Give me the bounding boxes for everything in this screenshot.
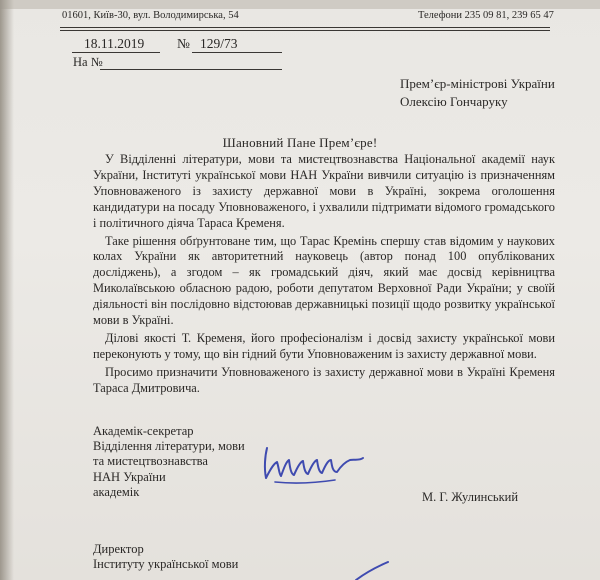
letter-body xyxy=(93,152,555,399)
paragraph: Просимо призначити Уповноваженого із захисту державної мови в Україні Кременя Тараса Дмитровича. xyxy=(93,364,555,395)
paragraph: Ділові якості Т. Кременя, його професіоналізм і досвід захисту української мови переконують у тому, що він гідний бути Уповноваженим із захисту державної мови. xyxy=(93,330,555,361)
letterhead-rule-2 xyxy=(60,30,550,31)
director-line: Директор xyxy=(93,542,144,556)
reference-label: На № xyxy=(73,55,103,69)
signature-stroke xyxy=(352,560,392,580)
date-underline xyxy=(72,52,160,53)
addressee-name: Олексію Гончаруку xyxy=(400,94,508,109)
reference-underline xyxy=(100,69,282,70)
outgoing-number: 129/73 xyxy=(200,36,238,51)
number-label: № xyxy=(177,36,190,51)
signatory-line: академік xyxy=(93,484,140,499)
page-shadow xyxy=(0,0,14,580)
signatory-line: Академік-секретар xyxy=(93,424,194,438)
letterhead-phone: Телефони 235 09 81, 239 65 47 xyxy=(418,10,554,21)
salutation: Шановний Пане Прем’єре! xyxy=(222,135,378,150)
signatory-line: та мистецтвознавства xyxy=(93,454,208,469)
handwritten-signature xyxy=(255,438,370,490)
director-block xyxy=(93,542,238,572)
signatory-line: Відділення літератури, мови xyxy=(93,439,245,454)
paragraph: У Відділенні літератури, мови та мистецтвознавства Національної академії наук України, Інституті української мови НАН України вивчили ситуацію із призначенням Уповноваженого із захисту державної мови в Україні, зокрема оголошення кандидатури на посаду Уповноваженого, і ухвалили підтримати відомого громадського і політичного діяча Тараса Кременя. xyxy=(93,152,555,230)
number-underline xyxy=(192,52,282,53)
paragraph: Таке рішення обґрунтоване тим, що Тарас Кремінь спершу став відомим у наукових колах України як авторитетний науковець (автор понад 100 опублікованих досліджень), а згодом – як громадський діяч, який має досвід керівництва Миколаївською обласною радою, роботи депутатом Верховної Ради України; у своїй діяльності він послідовно відстоював державницькі позиції щодо розвитку української мови в Україні. xyxy=(93,233,555,328)
director-line: Інституту української мови xyxy=(93,557,239,572)
letterhead-rule xyxy=(60,27,550,28)
outgoing-date: 18.11.2019 xyxy=(84,36,145,51)
letterhead-address: 01601, Київ-30, вул. Володимирська, 54 xyxy=(62,10,239,21)
signatory-name: М. Г. Жулинський xyxy=(422,490,519,504)
page-top-edge xyxy=(0,0,600,9)
signatory-block xyxy=(93,424,245,500)
addressee-title: Прем’єр-міністрові України xyxy=(400,76,555,91)
signatory-line: НАН України xyxy=(93,469,166,484)
